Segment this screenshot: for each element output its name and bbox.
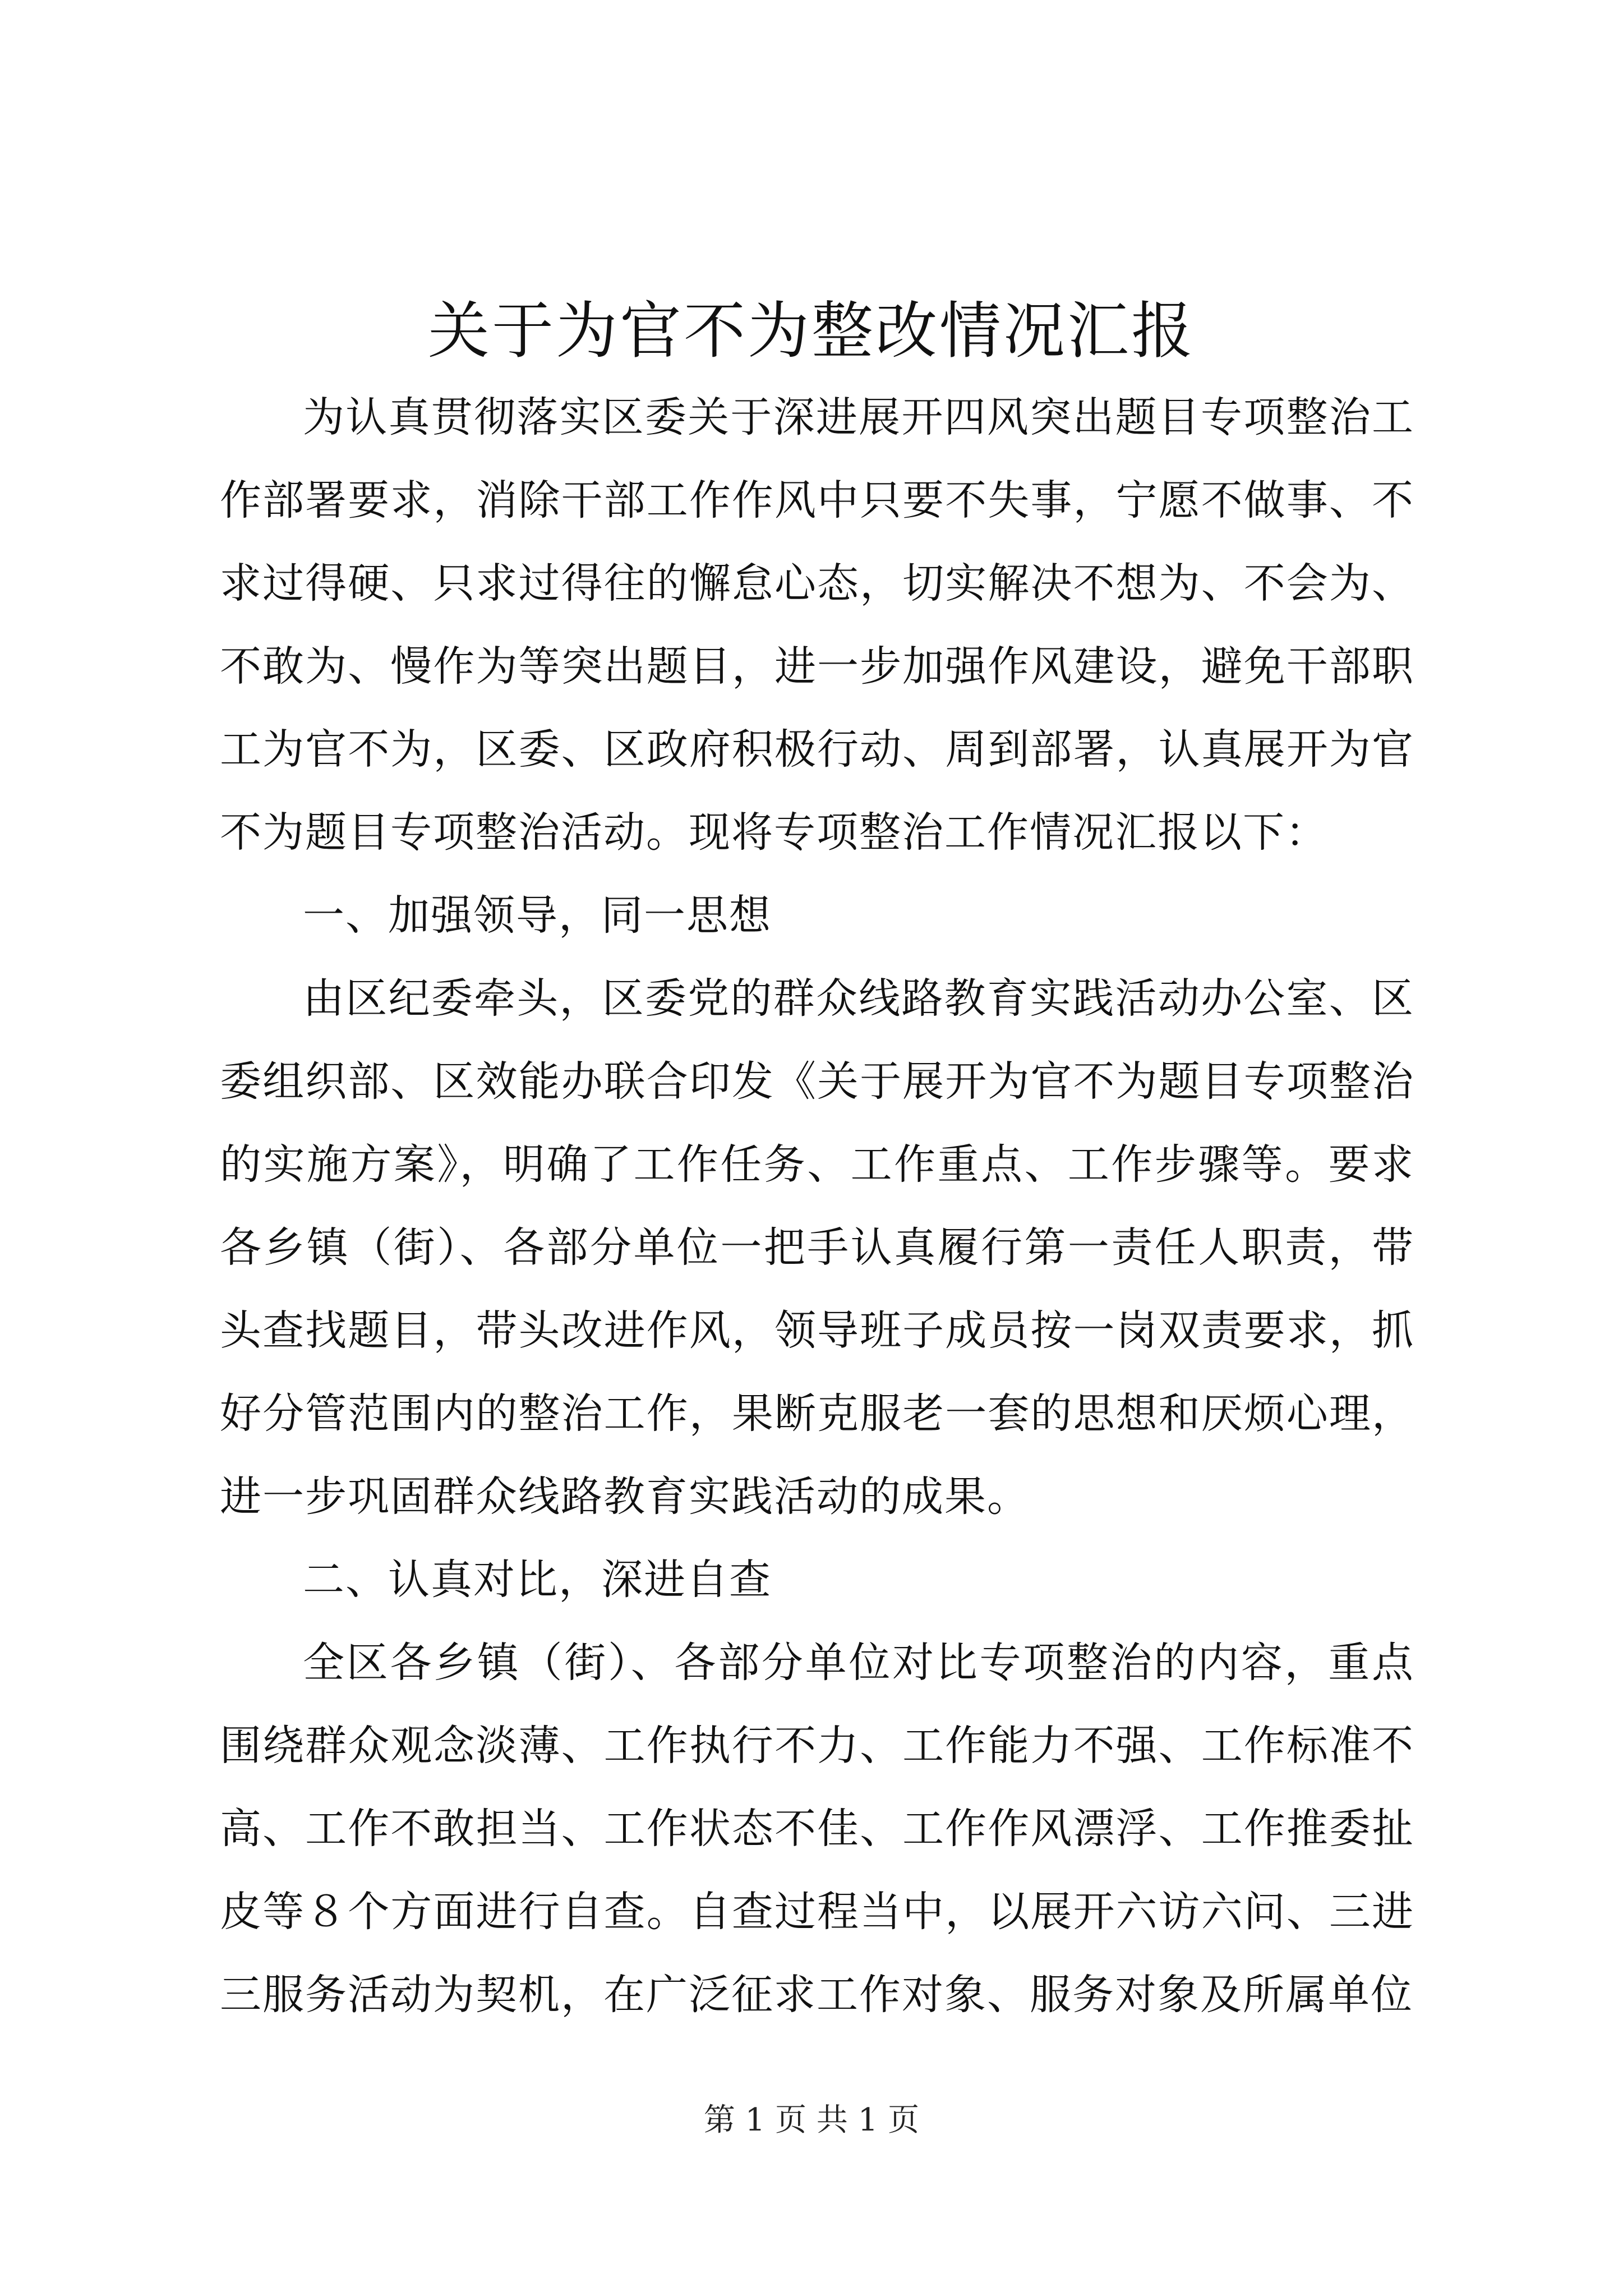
page-number-footer: 第 1 页 共 1 页 (703, 2102, 920, 2138)
section-1-paragraph: 由区纪委牵头，区委党的群众线路教育实践活动办公室、区委组织部、区效能办联合印发《关于展开为官不为题目专项整治的实施方案》，明确了工作任务、工作重点、工作步骤等。要求各乡镇（街）、各部分单位一把手认真履行第一责任人职责，带头查找题目，带头改进作风，领导班子成员按一岗双责要求，抓好分管范围内的整治工作，果断克服老一套的思想和厌烦心理，进一步巩固群众线路教育实践活动的成果。 (220, 974, 1414, 1521)
document-body (220, 376, 1414, 2036)
document-title: 关于为官不为整改情况汇报 (428, 295, 1195, 367)
section-2-paragraph: 全区各乡镇（街）、各部分单位对比专项整治的内容，重点围绕群众观念淡薄、工作执行不力、工作能力不强、工作标准不高、工作不敢担当、工作状态不佳、工作作风漂浮、工作推委扯皮等８个方面进行自查。自查过程当中，以展开六访六问、三进三服务活动为契机，在广泛征求工作对象、服务对象及所属单位 (220, 1639, 1414, 2019)
intro-paragraph: 为认真贯彻落实区委关于深进展开四风突出题目专项整治工作部署要求，消除干部工作作风中只要不失事，宁愿不做事、不求过得硬、只求过得往的懈怠心态，切实解决不想为、不会为、不敢为、慢作为等突出题目，进一步加强作风建设，避免干部职工为官不为，区委、区政府积极行动、周到部署，认真展开为官不为题目专项整治活动。现将专项整治工作情况汇报以下： (220, 393, 1414, 857)
section-heading-1: 一、加强领导，同一思想 (303, 891, 772, 940)
section-heading-2: 二、认真对比，深进自查 (303, 1556, 772, 1604)
